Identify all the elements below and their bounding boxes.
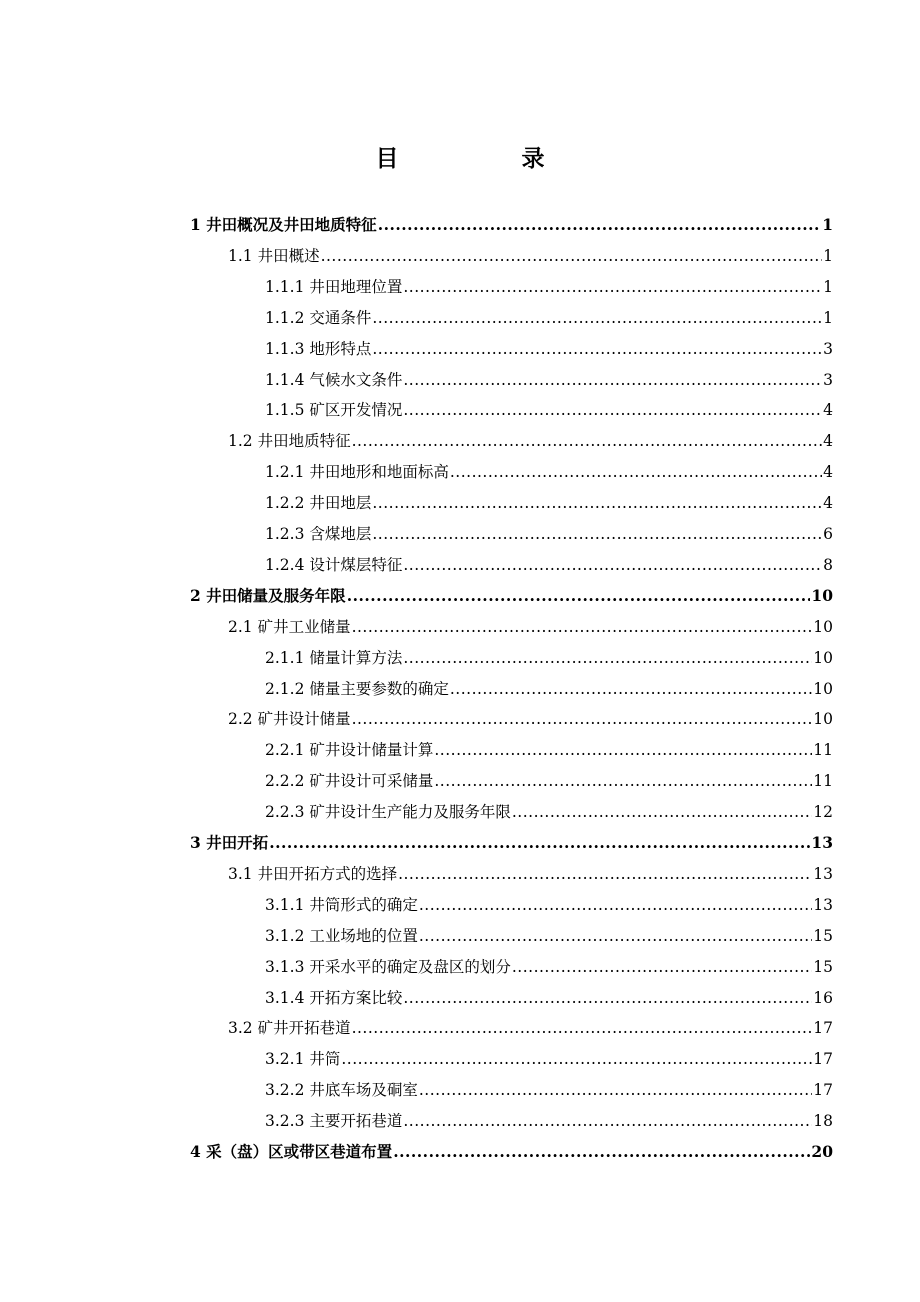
dot-leader <box>378 212 822 238</box>
toc-entry-title: 2.2.2 矿井设计可采储量 <box>265 772 434 791</box>
dot-leader <box>352 1015 813 1041</box>
dot-leader <box>403 367 822 393</box>
toc-entry-page: 15 <box>813 926 833 945</box>
toc-entry-page: 10 <box>813 648 833 667</box>
toc-entry-title: 2.2.3 矿井设计生产能力及服务年限 <box>265 803 511 822</box>
toc-entry-title: 3.2.1 井筒 <box>265 1050 341 1069</box>
toc-entry[interactable] <box>265 676 833 702</box>
toc-entry[interactable] <box>265 923 833 949</box>
toc-entry-page: 1 <box>823 246 833 265</box>
toc-entry-title: 4 采（盘）区或带区巷道布置 <box>190 1142 393 1161</box>
toc-entry-title: 1.1.4 气候水文条件 <box>265 370 403 389</box>
toc-entry[interactable] <box>190 212 833 238</box>
toc-entry-page: 1 <box>823 277 833 296</box>
toc-entry-page: 10 <box>811 585 833 605</box>
toc-entry[interactable] <box>265 552 833 578</box>
dot-leader <box>393 1139 810 1165</box>
toc-entry-page: 15 <box>813 957 833 976</box>
toc-entry-page: 11 <box>813 772 833 791</box>
toc-entry-page: 1 <box>822 215 833 234</box>
toc-entry-title: 1.1 井田概述 <box>228 246 320 265</box>
toc-entry-title: 3.1.4 开拓方案比较 <box>265 988 403 1007</box>
toc-entry[interactable] <box>265 521 833 547</box>
toc-entry-page: 3 <box>823 339 833 358</box>
toc-entry-page: 4 <box>823 432 833 451</box>
toc-entry-page: 16 <box>813 988 833 1007</box>
dot-leader <box>352 614 813 640</box>
toc-entry-page: 8 <box>823 555 833 574</box>
dot-leader <box>372 336 822 362</box>
toc-entry-title: 2.1 矿井工业储量 <box>228 617 351 636</box>
toc-entry[interactable] <box>265 274 833 300</box>
toc-entry[interactable] <box>265 490 833 516</box>
toc-entry-title: 3.1.3 开采水平的确定及盘区的划分 <box>265 957 511 976</box>
toc-entry[interactable] <box>228 243 833 269</box>
toc-entry-page: 18 <box>813 1112 833 1131</box>
toc-entry-title: 1.1.5 矿区开发情况 <box>265 401 403 420</box>
toc-entry[interactable] <box>190 1139 833 1165</box>
toc-entry[interactable] <box>265 336 833 362</box>
toc-entry-title: 2.2 矿井设计储量 <box>228 710 351 729</box>
dot-leader <box>269 830 810 856</box>
toc-entry[interactable] <box>265 1077 833 1103</box>
toc-title: 目 录 <box>375 146 595 172</box>
toc-entry-title: 2.1.2 储量主要参数的确定 <box>265 679 449 698</box>
dot-leader <box>512 799 812 825</box>
toc-entry[interactable] <box>265 1108 833 1134</box>
toc-entry-title: 3.2.2 井底车场及硐室 <box>265 1081 418 1100</box>
dot-leader <box>321 243 823 269</box>
toc-entry-title: 1.1.1 井田地理位置 <box>265 277 403 296</box>
toc-entry-title: 2.1.1 储量计算方法 <box>265 648 403 667</box>
toc-entry-title: 3 井田开拓 <box>190 833 269 852</box>
toc-entry-title: 3.2.3 主要开拓巷道 <box>265 1112 403 1131</box>
toc-entry[interactable] <box>190 583 833 609</box>
toc-entry[interactable] <box>265 954 833 980</box>
toc-entry-title: 1.2 井田地质特征 <box>228 432 351 451</box>
dot-leader <box>434 768 812 794</box>
toc-entry[interactable] <box>265 1046 833 1072</box>
dot-leader <box>372 490 822 516</box>
dot-leader <box>341 1046 812 1072</box>
toc-entry-page: 20 <box>811 1142 833 1161</box>
toc-entry-title: 2.2.1 矿井设计储量计算 <box>265 741 434 760</box>
dot-leader <box>434 737 812 763</box>
toc-entry-title: 1 井田概况及井田地质特征 <box>190 215 377 234</box>
toc-entry[interactable] <box>228 706 833 732</box>
toc-entry[interactable] <box>265 367 833 393</box>
toc-entry-title: 1.2.3 含煤地层 <box>265 525 372 543</box>
toc-entry-page: 10 <box>813 679 833 698</box>
toc-entry-page: 4 <box>823 463 833 482</box>
toc-entry-title: 1.2.4 设计煤层特征 <box>265 555 403 574</box>
toc-entry[interactable] <box>228 861 833 887</box>
toc-entry-title: 1.2.1 井田地形和地面标高 <box>265 463 449 482</box>
toc-entry[interactable] <box>265 768 833 794</box>
toc-entry-page: 4 <box>823 401 833 420</box>
toc-entry-page: 12 <box>813 803 833 822</box>
dot-leader <box>403 1108 812 1134</box>
dot-leader <box>352 428 823 454</box>
toc-entry[interactable] <box>265 305 833 331</box>
dot-leader <box>347 583 811 609</box>
toc-entry[interactable] <box>265 892 833 918</box>
toc-entry[interactable] <box>265 459 833 485</box>
toc-entry-title: 3.1 井田开拓方式的选择 <box>228 864 398 883</box>
toc-entry[interactable] <box>265 397 833 423</box>
dot-leader <box>372 521 822 547</box>
dot-leader <box>403 645 812 671</box>
toc-entry-page: 17 <box>813 1019 833 1038</box>
toc-entry[interactable] <box>228 614 833 640</box>
toc-entry-page: 10 <box>813 710 833 729</box>
toc-entry-page: 6 <box>823 525 833 543</box>
toc-entry[interactable] <box>265 737 833 763</box>
toc-entry-page: 3 <box>823 370 833 389</box>
toc-entry-title: 1.2.2 井田地层 <box>265 494 372 513</box>
dot-leader <box>419 892 812 918</box>
toc-entry-title: 3.1.1 井筒形式的确定 <box>265 895 418 914</box>
dot-leader <box>352 706 813 732</box>
toc-entry-title: 1.1.3 地形特点 <box>265 339 372 358</box>
toc-entry-page: 10 <box>813 617 833 636</box>
dot-leader <box>419 923 812 949</box>
dot-leader <box>403 985 812 1011</box>
dot-leader <box>450 459 822 485</box>
toc-entry[interactable] <box>190 830 833 856</box>
toc-entry[interactable] <box>228 428 833 454</box>
dot-leader <box>398 861 812 887</box>
dot-leader <box>450 676 812 702</box>
toc-entry-page: 1 <box>823 308 833 327</box>
toc-entry-page: 4 <box>823 494 833 513</box>
toc-entry-page: 13 <box>813 864 833 883</box>
toc-entry-page: 17 <box>813 1050 833 1069</box>
dot-leader <box>403 274 822 300</box>
toc-entry-page: 13 <box>811 833 833 852</box>
toc-entry[interactable] <box>228 1015 833 1041</box>
dot-leader <box>372 305 822 331</box>
toc-entry-title: 1.1.2 交通条件 <box>265 308 372 327</box>
toc-entry-title: 3.2 矿井开拓巷道 <box>228 1019 351 1038</box>
toc-entry-title: 3.1.2 工业场地的位置 <box>265 926 418 945</box>
toc-entry[interactable] <box>265 985 833 1011</box>
toc-entry-page: 13 <box>813 895 833 914</box>
dot-leader <box>419 1077 812 1103</box>
toc-entry[interactable] <box>265 799 833 825</box>
dot-leader <box>403 552 822 578</box>
toc-entry-page: 11 <box>813 741 833 760</box>
toc-entry-title: 2 井田储量及服务年限 <box>190 585 346 605</box>
dot-leader <box>512 954 812 980</box>
toc-entry[interactable] <box>265 645 833 671</box>
dot-leader <box>403 397 822 423</box>
toc-entry-page: 17 <box>813 1081 833 1100</box>
